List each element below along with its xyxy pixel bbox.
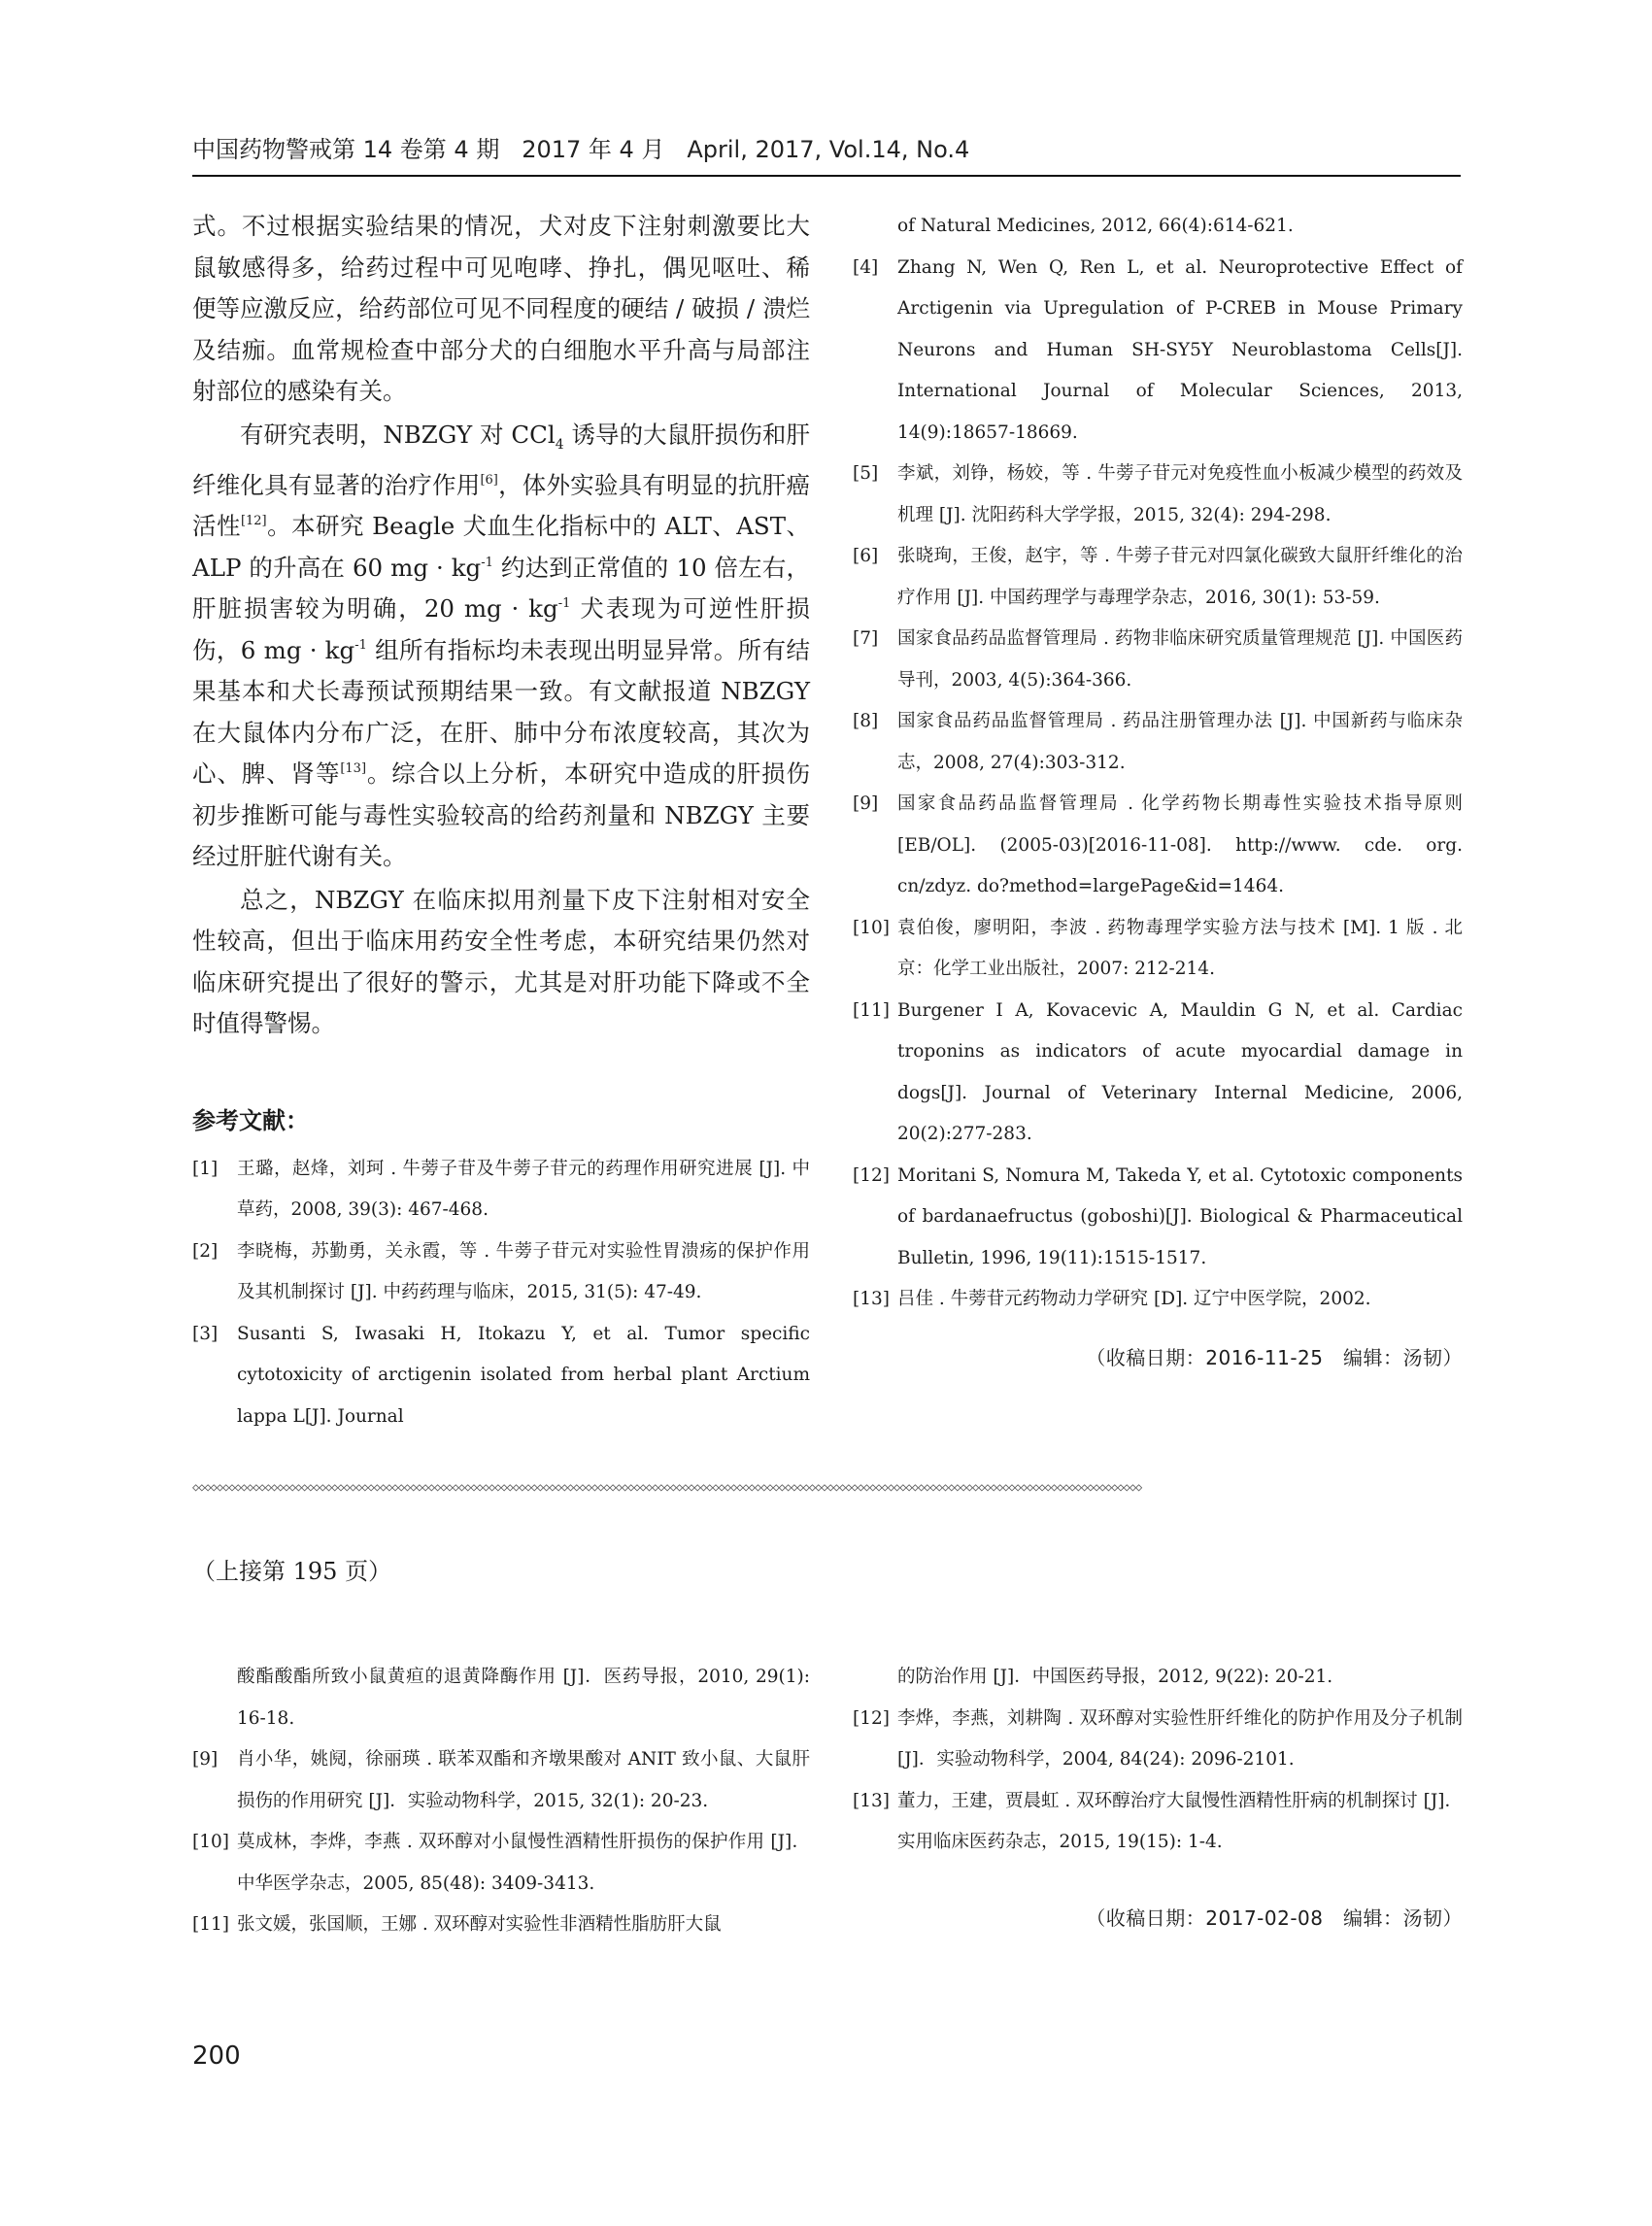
body-paragraph-2: 有研究表明，NBZGY 对 CCl$_4$ 诱导的大鼠肝损伤和肝纤维化具有显著的治疗作用[6]，体外实验具有明显的抗肝癌活性[12]。本研究 Beagle 犬血生化指标中的 ALT、AST、ALP 的升高在 60 mg · $kg^{-1}$ 约达到正常值的 10 倍左右，肝脏损害较为明确，20 mg · $kg^{-1}$ 犬表现为可逆性肝损伤，6 mg · $kg^{-1}$ 组所有指标均未表现出明显异常。所有结果基本和犬长毒预试预期结果一致。有文献报道 NBZGY 在大鼠体内分布广泛，在肝、肺中分布浓度较高，其次为心、脾、肾等[13]。综合以上分析，本研究中造成的肝损伤初步推断可能与毒性实验较高的给药剂量和 NBZGY 主要经过肝脏代谢有关。	[192, 420, 811, 871]
reference-item: [2] 李晓梅，苏勤勇，关永霞，等 . 牛蒡子苷元对实验性胃溃疡的保护作用及其机制探讨 [J]. 中药药理与临床，2015, 31(5): 47-49.	[192, 1240, 810, 1303]
page-number: 200	[192, 2041, 241, 2071]
reference-item: [13] 吕佳 . 牛蒡苷元药物动力学研究 [D]. 辽宁中医学院，2002.	[853, 1289, 1371, 1309]
reference-item: [10] 莫成林，李烨，李燕 . 双环醇对小鼠慢性酒精性肝损伤的保护作用 [J]．中华医学杂志，2005, 85(48): 3409-3413.	[192, 1832, 810, 1894]
reference-item: [11] Burgener I A, Kovacevic A, Mauldin G N, et al. Cardiac troponins as indicators of acute myocardial damage in dogs[J]. Journal of Veterinary Internal Medicine, 2006, 20(2):277-283.	[853, 999, 1463, 1144]
reference-item: [3] Susanti S, Iwasaki H, Itokazu Y, et al. Tumor specific cytotoxicity of arctigenin isolated from herbal plant Arctium lappa L[J]. Journal	[192, 1323, 810, 1427]
continued-left-column	[192, 1657, 810, 1946]
issue-date-cn: 2017 年 4 月	[522, 136, 665, 163]
citation: [6]	[480, 472, 498, 488]
received-date: （收稿日期：2017-02-08 编辑：汤韧）	[1086, 1906, 1463, 1930]
citation: [12]	[240, 514, 267, 529]
received-date: （收稿日期：2016-11-25 编辑：汤韧）	[1086, 1345, 1463, 1369]
section-divider: ◇◇◇◇◇◇◇◇◇◇◇◇◇◇◇◇◇◇◇◇◇◇◇◇◇◇◇◇◇◇◇◇◇◇◇◇◇◇◇◇◇◇◇◇◇◇◇◇◇◇◇◇◇◇◇◇◇◇◇◇◇◇◇◇◇◇◇◇◇◇◇◇◇◇◇◇◇◇◇◇◇◇◇◇◇◇◇◇◇◇◇◇◇◇◇◇◇◇◇◇◇◇◇◇◇◇◇◇◇◇◇◇◇◇◇◇◇◇◇◇◇◇◇◇◇◇◇◇◇◇◇◇◇◇◇◇◇◇◇◇◇◇◇◇◇◇◇◇◇◇◇◇◇◇◇◇◇	[192, 1480, 1142, 1494]
reference-continuation: 酸酯酸酯所致小鼠黄疸的退黄降酶作用 [J]．医药导报，2010, 29(1): 16-18.	[237, 1667, 810, 1729]
reference-item: [6] 张晓珣，王俊，赵宇，等 . 牛蒡子苷元对四氯化碳致大鼠肝纤维化的治疗作用 [J]. 中国药理学与毒理学杂志，2016, 30(1): 53-59.	[853, 546, 1463, 608]
reference-item: [1] 王璐，赵烽，刘珂 . 牛蒡子苷及牛蒡子苷元的药理作用研究进展 [J]. 中草药，2008, 39(3): 467-468.	[192, 1158, 810, 1221]
header-rule	[192, 175, 1461, 177]
reference-item: [9] 肖小华，姚阋，徐丽瑛 . 联苯双酯和齐墩果酸对 ANIT 致小鼠、大鼠肝损伤的作用研究 [J]．实验动物科学，2015, 32(1): 20-23.	[192, 1749, 810, 1811]
reference-item: [12] Moritani S, Nomura M, Takeda Y, et al. Cytotoxic components of bardanaefructus (goboshi)[J]. Biological & Pharmaceutical Bulletin, 1996, 19(11):1515-1517.	[853, 1164, 1463, 1268]
issue-date-en: April, 2017, Vol.14, No.4	[687, 136, 970, 163]
reference-item: [8] 国家食品药品监督管理局 . 药品注册管理办法 [J]. 中国新药与临床杂志，2008, 27(4):303-312.	[853, 711, 1463, 773]
citation: [13]	[340, 761, 367, 777]
reference-continuation: of Natural Medicines, 2012, 66(4):614-621.	[897, 216, 1294, 236]
continued-right-column	[853, 1657, 1463, 1931]
running-header	[192, 130, 1461, 164]
reference-item: [13] 董力，王建，贾晨虹 . 双环醇治疗大鼠慢性酒精性肝病的机制探讨 [J]．实用临床医药杂志，2015, 19(15): 1-4.	[853, 1790, 1463, 1852]
references-heading: 参考文献：	[192, 1106, 309, 1134]
reference-item: [10] 袁伯俊，廖明阳，李波 . 药物毒理学实验方法与技术 [M]. 1 版 . 北京：化学工业出版社，2007: 212-214.	[853, 917, 1463, 979]
reference-item: [5] 李斌，刘铮，杨姣，等 . 牛蒡子苷元对免疫性血小板减少模型的药效及机理 [J]. 沈阳药科大学学报，2015, 32(4): 294-298.	[853, 463, 1463, 525]
body-paragraph-1: 式。不过根据实验结果的情况，犬对皮下注射刺激要比大鼠敏感得多，给药过程中可见咆哮、挣扎，偶见呕吐、稀便等应激反应，给药部位可见不同程度的硬结 / 破损 / 溃烂及结痂。血常规检查中部分犬的白细胞水平升高与局部注射部位的感染有关。	[192, 212, 810, 405]
reference-continuation: 的防治作用 [J]．中国医药导报，2012, 9(22): 20-21.	[897, 1667, 1333, 1687]
reference-item: [11] 张文媛，张国顺，王娜 . 双环醇对实验性非酒精性脂肪肝大鼠	[192, 1914, 722, 1935]
reference-item: [9] 国家食品药品监督管理局 . 化学药物长期毒性实验技术指导原则 [EB/OL]. (2005-03)[2016-11-08]. http://www. cde. org. cn/zdyz. do?method=largePage&id=1464.	[853, 793, 1463, 896]
left-column	[192, 206, 810, 1437]
reference-item: [7] 国家食品药品监督管理局 . 药物非临床研究质量管理规范 [J]. 中国医药导刊，2003, 4(5):364-366.	[853, 628, 1463, 691]
reference-item: [4] Zhang N, Wen Q, Ren L, et al. Neuroprotective Effect of Arctigenin via Upregulation of P-CREB in Mouse Primary Neurons and Human SH-SY5Y Neuroblastoma Cells[J]. International Journal of Molecular Sciences, 2013, 14(9):18657-18669.	[853, 256, 1463, 443]
journal-name: 中国药物警戒第 14 卷第 4 期	[192, 136, 500, 163]
reference-item: [12] 李烨，李燕，刘耕陶 . 双环醇对实验性肝纤维化的防护作用及分子机制 [J]．实验动物科学，2004, 84(24): 2096-2101.	[853, 1707, 1463, 1770]
right-column	[853, 206, 1463, 1370]
continued-from-label: （上接第 195 页）	[192, 1558, 392, 1585]
body-paragraph-3: 总之，NBZGY 在临床拟用剂量下皮下注射相对安全性较高，但出于临床用药安全性考虑，本研究结果仍然对临床研究提出了很好的警示，尤其是对肝功能下降或不全时值得警惕。	[192, 885, 810, 1038]
